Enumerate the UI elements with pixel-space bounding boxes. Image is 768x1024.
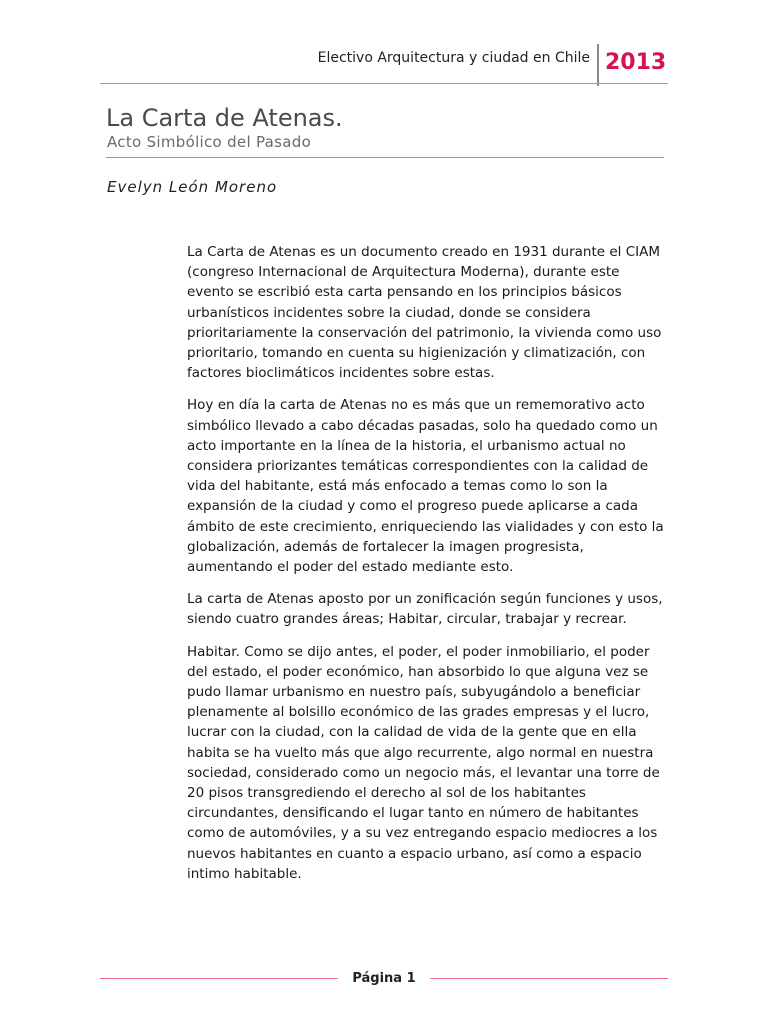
document-title: La Carta de Atenas.: [106, 104, 343, 132]
body-paragraph: La Carta de Atenas es un documento creado en 1931 durante el CIAM (congreso Internacional de Arquitectura Moderna), durante este evento se escribió esta carta pensando en los principios básicos urbanísticos incidentes sobre la ciudad, donde se considera prioritariamente la conservación del patrimonio, la vivienda como uso prioritario, tomando en cuenta su higienización y climatización, con factores bioclimáticos incidentes sobre estas.: [187, 244, 662, 382]
course-name: Electivo Arquitectura y ciudad en Chile: [317, 50, 590, 66]
header-rule: [100, 83, 668, 84]
body-paragraph: Habitar. Como se dijo antes, el poder, el poder inmobiliario, el poder del estado, el poder económico, han absorbido lo que alguna vez se pudo llamar urbanismo en nuestro país, subyugándolo a beneficiar plenamente al bolsillo económico de las grades empresas y el lucro, lucrar con la ciudad, con la calidad de vida de la gente que en ella habita se ha vuelto más que algo recurrente, algo normal en nuestra sociedad, considerado como un negocio más, el levantar una torre de 20 pisos transgrediendo el derecho al sol de los habitantes circundantes, densificando el lugar tanto en número de habitantes como de automóviles, y a su vez entregando espacio mediocres a los nuevos habitantes en cuanto a espacio urbano, así como a espacio intimo habitable.: [187, 643, 660, 882]
document-author: Evelyn León Moreno: [107, 178, 278, 196]
body-paragraph: Hoy en día la carta de Atenas no es más que un rememorativo acto simbólico llevado a cabo décadas pasadas, solo ha quedado como un acto importante en la línea de la historia, el urbanismo actual no considera priorizantes temáticas correspondientes con la calidad de vida del habitante, está más enfocado a temas como lo son la expansión de la ciudad y como el progreso puede aplicarse a cada ámbito de este crecimiento, enriqueciendo las vialidades y con esto la globalización, además de fortalecer la imagen progresista, aumentando el poder del estado mediante esto.: [187, 397, 664, 576]
body-paragraph: La carta de Atenas aposto por un zonificación según funciones y usos, siendo cuatro grandes áreas; Habitar, circular, trabajar y recrear.: [187, 591, 663, 628]
header-divider: [597, 44, 599, 86]
footer-rule-right: [430, 978, 668, 979]
title-rule: [106, 157, 664, 158]
document-body: [187, 242, 665, 896]
footer-rule-left: [100, 978, 338, 979]
page-number: Página 1: [352, 971, 416, 986]
document-subtitle: Acto Simbólico del Pasado: [107, 133, 312, 151]
header-year: 2013: [605, 50, 667, 75]
